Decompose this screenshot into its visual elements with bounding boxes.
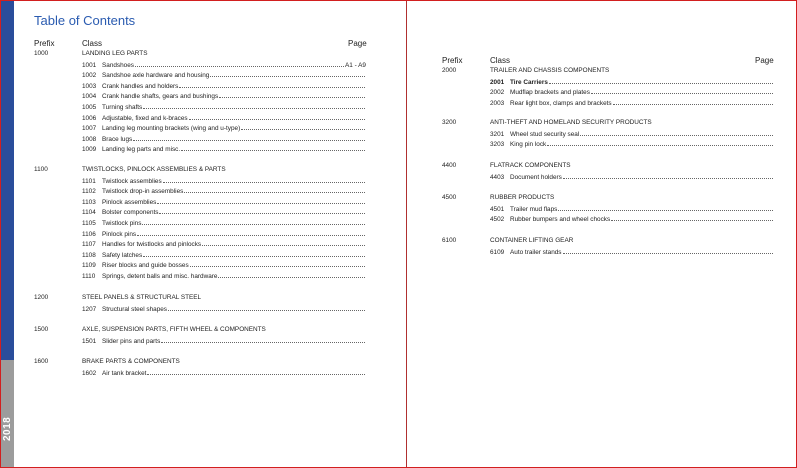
dot-leader <box>202 239 365 246</box>
section-title: ANTI-THEFT AND HOMELAND SECURITY PRODUCTS <box>490 119 652 126</box>
entry-description: Sandshoes <box>102 61 134 69</box>
entry-code: 1501 <box>82 337 97 345</box>
dot-leader <box>241 123 365 130</box>
entry-description: Document holders <box>510 173 562 181</box>
toc-entry[interactable] <box>490 204 774 215</box>
toc-entry[interactable] <box>490 77 774 88</box>
entry-code: 1008 <box>82 135 97 143</box>
toc-entry[interactable] <box>82 176 366 187</box>
entry-description: King pin lock <box>510 141 547 149</box>
toc-entry[interactable] <box>82 197 366 208</box>
entry-code: 1006 <box>82 114 97 122</box>
toc-entry[interactable] <box>490 214 774 225</box>
section-prefix: 1500 <box>34 326 49 333</box>
left-header-class: Class <box>82 39 103 48</box>
entry-code: 1003 <box>82 82 97 90</box>
dot-leader <box>143 102 365 109</box>
left-header-page: Page <box>348 39 367 48</box>
section-title: CONTAINER LIFTING GEAR <box>490 237 574 244</box>
entry-code: 1109 <box>82 262 96 270</box>
toc-entry[interactable] <box>82 229 366 240</box>
entry-code: 1107 <box>82 241 96 249</box>
year-label: 2018 <box>2 416 13 442</box>
entry-description: Trailer mud flaps <box>510 205 558 213</box>
dot-leader <box>613 98 773 105</box>
toc-entry[interactable] <box>82 239 366 250</box>
entry-description: Bolster components <box>102 209 159 217</box>
dot-leader <box>137 229 365 236</box>
toc-entry[interactable] <box>490 129 774 140</box>
entry-description: Rear light box, clamps and brackets <box>510 99 612 107</box>
dot-leader <box>580 129 773 136</box>
toc-entry[interactable] <box>82 271 366 282</box>
entry-code: 1110 <box>82 272 96 280</box>
entry-description: Safety latches <box>102 251 143 259</box>
entry-code: 6109 <box>490 248 505 256</box>
entry-description: Crank handle shafts, gears and bushings <box>102 93 219 101</box>
entry-code: 1207 <box>82 305 97 313</box>
entry-description: Slider pins and parts <box>102 337 161 345</box>
page-title: Table of Contents <box>34 13 136 28</box>
dot-leader <box>181 144 365 151</box>
entry-code: 4501 <box>490 205 505 213</box>
section-prefix: 2000 <box>442 67 457 74</box>
toc-entry[interactable] <box>82 218 366 229</box>
entry-description: Rubber bumpers and wheel chocks <box>510 216 611 224</box>
dot-leader <box>163 176 365 183</box>
entry-description: Twistlock assemblies <box>102 177 162 185</box>
entry-code: 1103 <box>82 198 96 206</box>
entry-description: Riser blocks and guide bosses <box>102 262 189 270</box>
page-divider <box>406 1 407 467</box>
toc-entry[interactable] <box>490 98 774 109</box>
toc-entry[interactable] <box>82 144 366 155</box>
dot-leader <box>179 81 365 88</box>
entry-code: 3203 <box>490 141 505 149</box>
dot-leader <box>184 186 365 193</box>
dot-leader <box>563 172 773 179</box>
entry-code: 1102 <box>82 188 96 196</box>
entry-description: Tire Carriers <box>510 78 548 86</box>
entry-code: 2002 <box>490 89 505 97</box>
toc-entry[interactable] <box>82 91 366 102</box>
section-title: TWISTLOCKS, PINLOCK ASSEMBLIES & PARTS <box>82 166 226 173</box>
section-prefix: 1000 <box>34 50 49 57</box>
entry-page: A1 - A9 <box>345 61 366 69</box>
entry-description: Landing leg parts and misc. <box>102 146 181 154</box>
dot-leader <box>210 70 365 77</box>
dot-leader <box>218 271 365 278</box>
section-title: STEEL PANELS & STRUCTURAL STEEL <box>82 294 202 301</box>
dot-leader <box>159 207 365 214</box>
section-prefix: 3200 <box>442 119 457 126</box>
entry-description: Wheel stud security seal <box>510 130 580 138</box>
entry-description: Turning shafts <box>102 103 143 111</box>
entry-code: 1009 <box>82 146 97 154</box>
dot-leader <box>611 214 773 221</box>
entry-description: Handles for twistlocks and pinlocks <box>102 241 202 249</box>
entry-code: 1002 <box>82 72 97 80</box>
entry-code: 1001 <box>82 61 97 69</box>
toc-entry[interactable] <box>82 60 366 71</box>
entry-description: Crank handles and holders <box>102 82 179 90</box>
right-header-class: Class <box>490 56 511 65</box>
toc-entry[interactable] <box>82 250 366 261</box>
dot-leader <box>219 91 365 98</box>
entry-description: Springs, detent balls and misc. hardware <box>102 272 218 280</box>
section-prefix: 1100 <box>34 166 48 173</box>
dot-leader <box>147 368 365 375</box>
dot-leader <box>591 87 773 94</box>
dot-leader <box>135 60 344 67</box>
dot-leader <box>189 113 365 120</box>
section-prefix: 1200 <box>34 294 49 301</box>
entry-code: 1004 <box>82 93 97 101</box>
entry-description: Sandshoe axle hardware and housing <box>102 72 210 80</box>
section-title: FLATRACK COMPONENTS <box>490 162 571 169</box>
dot-leader <box>157 197 365 204</box>
toc-entry[interactable] <box>490 87 774 98</box>
entry-code: 1105 <box>82 219 96 227</box>
toc-entry[interactable] <box>82 207 366 218</box>
entry-code: 1108 <box>82 251 96 259</box>
entry-code: 4502 <box>490 216 505 224</box>
entry-code: 1005 <box>82 103 97 111</box>
dot-leader <box>547 139 773 146</box>
entry-code: 1602 <box>82 369 97 377</box>
entry-description: Twistlock pins <box>102 219 142 227</box>
entry-code: 2001 <box>490 78 505 86</box>
entry-description: Landing leg mounting brackets (wing and u-type) <box>102 125 241 133</box>
left-header-prefix: Prefix <box>34 39 55 48</box>
entry-description: Brace lugs <box>102 135 133 143</box>
toc-entry[interactable] <box>82 134 366 145</box>
section-title: LANDING LEG PARTS <box>82 50 148 57</box>
right-header-page: Page <box>755 56 774 65</box>
right-header-prefix: Prefix <box>442 56 463 65</box>
section-title: AXLE, SUSPENSION PARTS, FIFTH WHEEL & COMPONENTS <box>82 326 266 333</box>
toc-entry[interactable] <box>82 368 366 379</box>
dot-leader <box>549 77 773 84</box>
entry-code: 1101 <box>82 177 96 185</box>
toc-entry[interactable] <box>82 70 366 81</box>
section-prefix: 4400 <box>442 162 457 169</box>
toc-entry[interactable] <box>490 172 774 183</box>
entry-description: Air tank bracket <box>102 369 147 377</box>
entry-description: Auto trailer stands <box>510 248 562 256</box>
section-title: BRAKE PARTS & COMPONENTS <box>82 358 180 365</box>
entry-code: 1007 <box>82 125 97 133</box>
toc-entry[interactable] <box>82 260 366 271</box>
entry-description: Twistlock drop-in assemblies <box>102 188 184 196</box>
entry-code: 4403 <box>490 173 505 181</box>
toc-entry[interactable] <box>82 336 366 347</box>
toc-entry[interactable] <box>82 113 366 124</box>
dot-leader <box>161 336 365 343</box>
toc-entry[interactable] <box>490 247 774 258</box>
dot-leader <box>558 204 773 211</box>
toc-entry[interactable] <box>82 186 366 197</box>
section-prefix: 4500 <box>442 194 457 201</box>
entry-description: Adjustable, fixed and k-braces <box>102 114 188 122</box>
toc-entry[interactable] <box>82 102 366 113</box>
entry-code: 2003 <box>490 99 505 107</box>
side-strip-blue <box>1 1 14 360</box>
section-prefix: 1600 <box>34 358 49 365</box>
dot-leader <box>190 260 365 267</box>
dot-leader <box>168 304 365 311</box>
dot-leader <box>563 247 773 254</box>
entry-description: Pinlock assemblies <box>102 198 157 206</box>
entry-description: Pinlock pins <box>102 230 137 238</box>
toc-entry[interactable] <box>82 304 366 315</box>
entry-description: Mudflap brackets and plates <box>510 89 590 97</box>
toc-entry[interactable] <box>490 139 774 150</box>
entry-description: Structural steel shapes <box>102 305 168 313</box>
entry-code: 1106 <box>82 230 96 238</box>
dot-leader <box>133 134 365 141</box>
section-prefix: 6100 <box>442 237 457 244</box>
toc-entry[interactable] <box>82 123 366 134</box>
toc-entry[interactable] <box>82 81 366 92</box>
entry-code: 1104 <box>82 209 96 217</box>
section-title: TRAILER AND CHASSIS COMPONENTS <box>490 67 610 74</box>
dot-leader <box>143 250 365 257</box>
entry-code: 3201 <box>490 130 505 138</box>
section-title: RUBBER PRODUCTS <box>490 194 555 201</box>
dot-leader <box>142 218 365 225</box>
